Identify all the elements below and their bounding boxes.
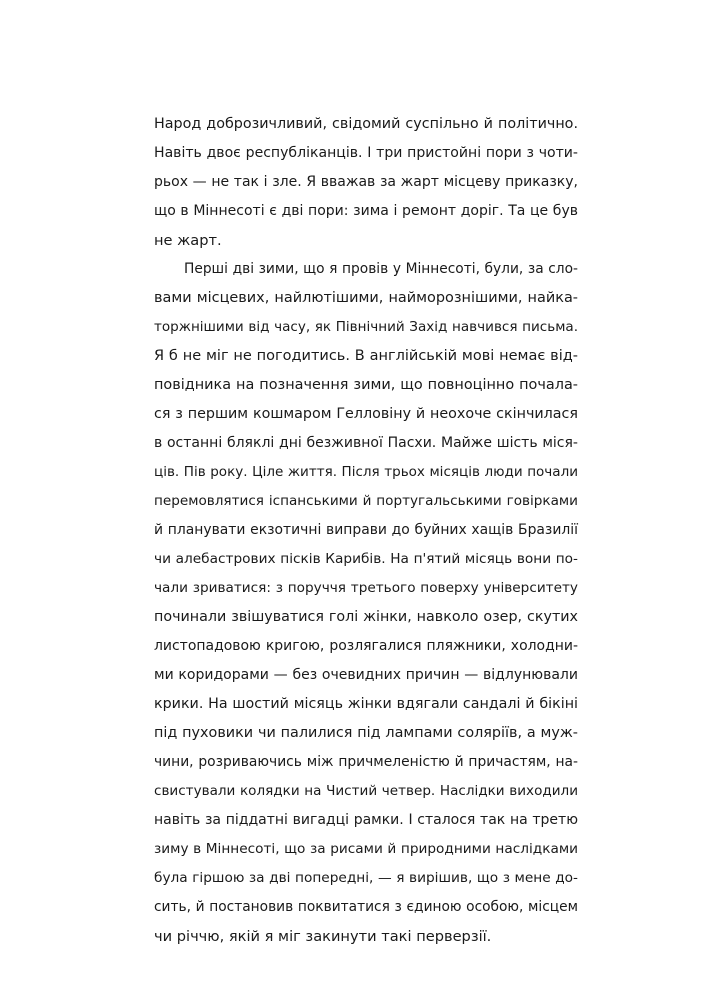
text-line: й планувати екзотичні виправи до буйних хащів Бразилії	[154, 522, 578, 538]
text-line: чи алебастрових пісків Карибів. На п'ятий місяць вони по-	[154, 551, 578, 567]
text-line: ми коридорами — без очевидних причин — відлунювали	[154, 667, 578, 683]
text-line: зиму в Міннесоті, що за рисами й природними наслідками	[154, 841, 578, 857]
text-line: чали зриватися: з поруччя третього поверху університету	[154, 580, 578, 596]
text-line: Народ доброзичливий, свідомий суспільно й політично.	[154, 116, 578, 132]
text-line: ся з першим кошмаром Гелловіну й неохоче скінчилася	[154, 406, 578, 422]
text-line: що в Міннесоті є дві пори: зима і ремонт доріг. Та це був	[154, 203, 578, 219]
text-line: свистували колядки на Чистий четвер. Наслідки виходили	[154, 783, 578, 799]
text-line: не жарт.	[154, 232, 222, 249]
text-line: Навіть двоє республіканців. І три пристойні пори з чоти-	[154, 145, 578, 161]
text-line: під пуховики чи палилися під лампами соляріїв, а муж-	[154, 725, 578, 741]
text-line: сить, й постановив поквитатися з єдиною особою, місцем	[154, 899, 578, 915]
text-line: крики. На шостий місяць жінки вдягали сандалі й бікіні	[154, 696, 578, 712]
text-line: в останні бляклі дні безживної Пасхи. Майже шість міся-	[154, 435, 578, 451]
text-line: була гіршою за дві попередні, — я вирішив, що з мене до-	[154, 870, 578, 886]
text-line: листопадовою кригою, розлягалися пляжники, холодни-	[154, 638, 578, 654]
text-line: Перші дві зими, що я провів у Міннесоті, були, за сло-	[184, 261, 578, 277]
text-line: Я б не міг не погодитись. В англійській мові немає від-	[154, 348, 578, 364]
text-line: торжнішими від часу, як Північний Захід навчився письма.	[154, 319, 578, 335]
paragraph-1	[154, 110, 578, 255]
text-line: починали звішуватися голі жінки, навколо озер, скутих	[154, 609, 578, 625]
paragraph-2	[154, 255, 578, 951]
text-line: чини, розриваючись між причмеленістю й причастям, на-	[154, 754, 578, 770]
text-line: рьох — не так і зле. Я вважав за жарт місцеву приказку,	[154, 174, 578, 190]
text-line: перемовлятися іспанськими й португальськими говірками	[154, 493, 578, 509]
text-line: ців. Пів року. Ціле життя. Після трьох місяців люди почали	[154, 464, 578, 480]
body-text	[154, 110, 578, 951]
text-line: чи річчю, якій я міг закинути такі перверзії.	[154, 928, 492, 945]
text-line: навіть за піддатні вигадці рамки. І сталося так на третю	[154, 812, 578, 828]
text-line: вами місцевих, найлютішими, найморознішими, найка-	[154, 290, 578, 306]
text-line: повідника на позначення зими, що повноцінно почала-	[154, 377, 578, 393]
